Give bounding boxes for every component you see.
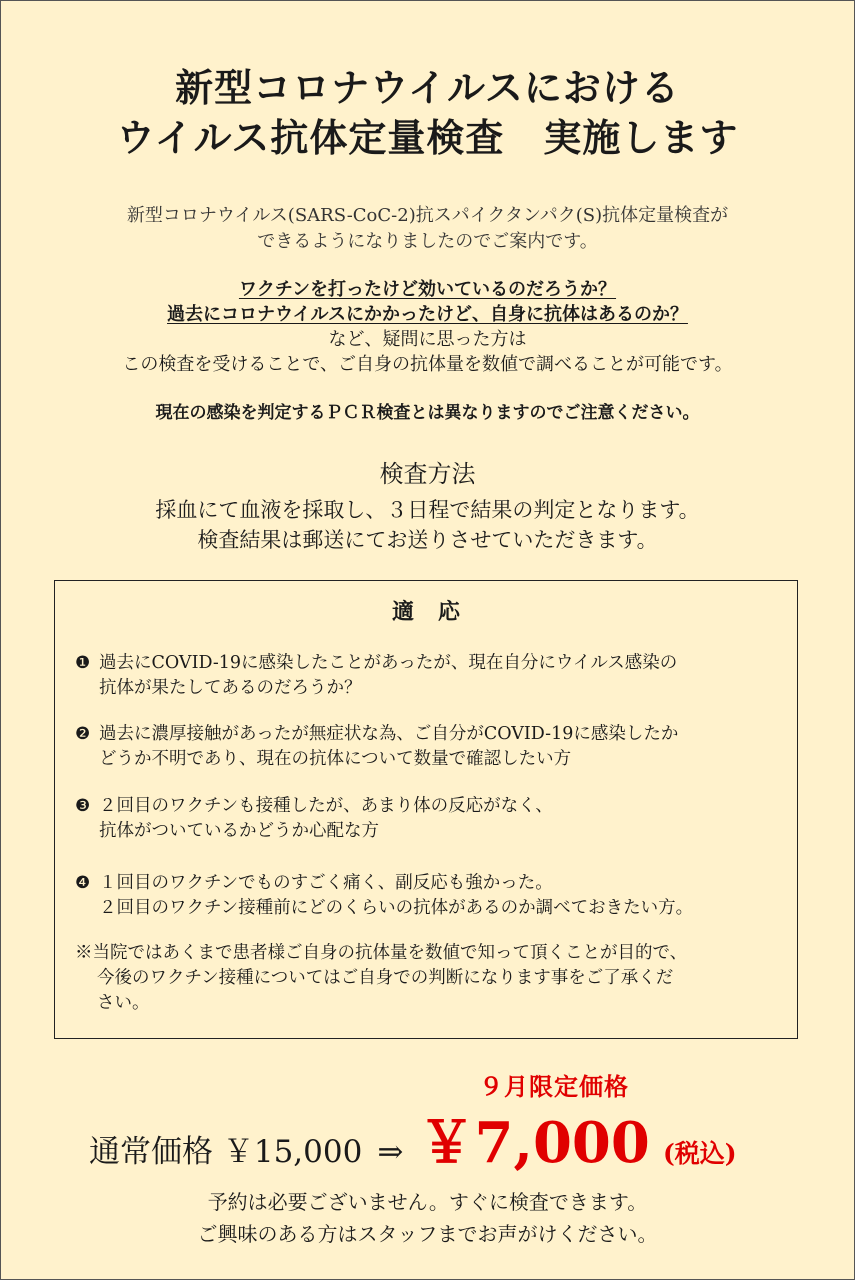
method-text [1,495,854,555]
intro-line-1: 新型コロナウイルス(SARS-CoC-2)抗スパイクタンパク(S)抗体定量検査が [126,205,729,226]
method-line-1: 採血にて血液を採取し、３日程で結果の判定となります。 [155,498,700,522]
footer-line-2: ご興味のある方はスタッフまでお声がけください。 [197,1222,658,1246]
indications-box [54,580,798,1039]
questions-line-4: この検査を受けることで、ご自身の抗体量を数値で調べることが可能です。 [122,354,733,375]
item-number: ❶ [75,653,91,673]
item-text: 抗体がついているかどうか心配な方 [99,821,379,841]
tax-label: (税込) [662,1139,737,1168]
note-line-1: ※当院ではあくまで患者様ご自身の抗体量を数値で知って頂くことが目的で、 [75,943,688,963]
item-text: 抗体が果たしてあるのだろうか？ [99,678,362,698]
indication-item [75,651,677,701]
intro-text [1,203,854,255]
questions-text [1,277,854,377]
item-number: ❷ [75,724,91,744]
arrow-icon: ⇒ [377,1134,404,1170]
indication-item [75,794,553,844]
special-price: ￥7,000 [418,1110,650,1176]
pcr-notice: 現在の感染を判定するＰＣＲ検査とは異なりますのでご注意ください。 [155,403,700,423]
price-row [89,1099,737,1179]
page-title [1,63,854,163]
note-line-2: 今後のワクチン接種についてはご自身での判断になります事をご了承くだ [97,968,674,988]
disclaimer-note [75,941,687,1016]
title-line-1: 新型コロナウイルスにおける [175,65,680,110]
indications-heading: 適応 [391,599,484,625]
question-1: ワクチンを打ったけど効いているのだろうか？ [238,279,617,300]
questions-line-3: など、疑問に思った方は [328,329,527,350]
regular-price: 通常価格 ￥15,000 [89,1134,363,1170]
indication-item [75,871,693,921]
item-text: １回目のワクチンでものすごく痛く、副反応も強かった。 [99,873,553,893]
item-number: ❹ [75,873,91,893]
method-heading: 検査方法 [379,460,476,488]
note-line-3: さい。 [97,993,150,1013]
indication-item [75,722,678,772]
item-text: どうか不明であり、現在の抗体について数量で確認したい方 [99,749,572,769]
method-line-2: 検査結果は郵送にてお送りさせていただきます。 [197,528,658,552]
item-text: 過去に濃厚接触があったが無症状な為、ご自分がCOVID-19に感染したか [99,724,679,744]
footer-line-1: 予約は必要ございません。すぐに検査できます。 [207,1190,648,1214]
item-text: ２回目のワクチン接種前にどのくらいの抗体があるのか調べておきたい方。 [99,898,694,918]
footer-text [1,1186,854,1250]
item-text: 過去にCOVID-19に感染したことがあったが、現在自分にウイルス感染の [99,653,678,673]
title-line-2: ウイルス抗体定量検査 実施します [116,115,739,160]
item-number: ❸ [75,796,91,816]
item-text: ２回目のワクチンも接種したが、あまり体の反応がなく、 [99,796,553,816]
intro-line-2: できるようになりましたのでご案内です。 [257,231,598,252]
promo-label: ９月限定価格 [479,1072,629,1101]
question-2: 過去にコロナウイルスにかかったけど、自身に抗体はあるのか？ [167,304,688,325]
